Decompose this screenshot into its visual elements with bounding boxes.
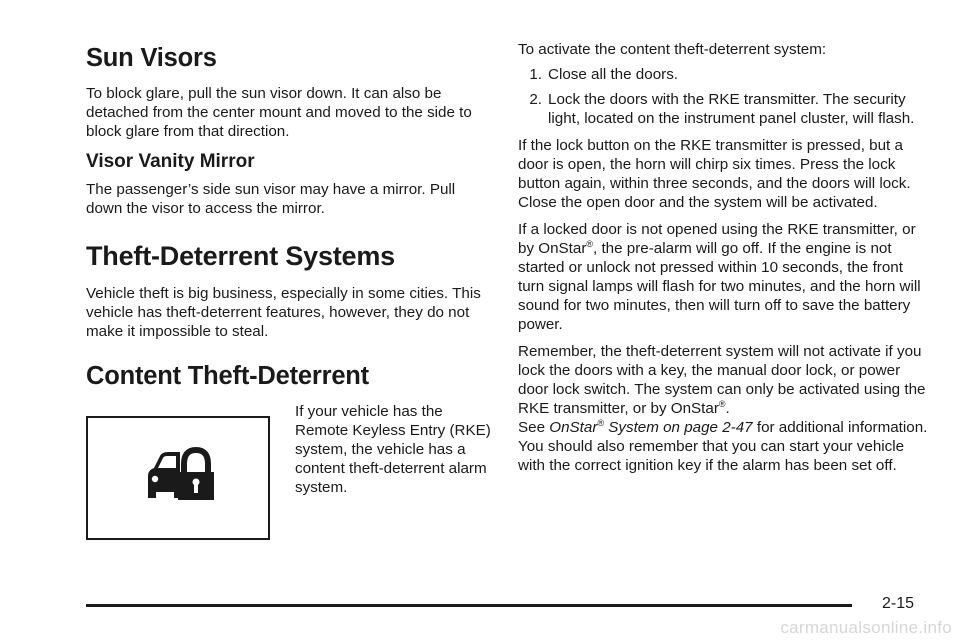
onstar-link-text-a: OnStar <box>549 419 598 436</box>
theft-deterrent-heading: Theft-Deterrent Systems <box>86 241 395 271</box>
remember-text-b: . <box>725 400 730 417</box>
content-theft-block <box>86 402 494 534</box>
registered-mark: ® <box>586 239 594 249</box>
pre-alarm-text-a: If a locked door is not opened using the RKE transmitter, or by OnStar <box>518 221 916 257</box>
theft-deterrent-text: Vehicle theft is big business, especially in some cities. This vehicle has theft-deterrent features, however, they do not make it impossible to steal. <box>86 285 481 340</box>
left-column <box>86 40 494 534</box>
step-text: Close all the doors. <box>548 66 679 83</box>
remember-paragraph <box>518 342 932 475</box>
onstar-link-text-b: System on page 2-47 <box>604 419 753 436</box>
pre-alarm-paragraph <box>518 220 932 334</box>
security-light-figure <box>86 416 270 540</box>
watermark: carmanualsonline.info <box>780 618 952 637</box>
step-number: 2. <box>529 91 542 108</box>
list-item <box>518 65 932 84</box>
registered-mark: ® <box>597 418 605 428</box>
registered-mark: ® <box>718 399 726 409</box>
content-theft-heading: Content Theft-Deterrent <box>86 362 369 390</box>
onstar-reference-link[interactable] <box>549 419 752 436</box>
right-column <box>518 40 932 475</box>
see-text: See <box>518 419 546 436</box>
sun-visors-text: To block glare, pull the sun visor down. It can also be detached from the center mount and moved to the side to block glare from that direction. <box>86 85 472 140</box>
activation-steps <box>518 65 932 128</box>
vanity-mirror-text: The passenger’s side sun visor may have a mirror. Pull down the visor to access the mirror. <box>86 181 456 217</box>
step-text: Lock the doors with the RKE transmitter. The security light, located on the instrument panel cluster, will flash. <box>548 91 915 127</box>
remember-text-a: Remember, the theft-deterrent system will not activate if you lock the doors with a key, the manual door lock, or power door lock switch. The system can only be activated using the RKE transmitter, or by OnStar <box>518 343 926 417</box>
lock-button-paragraph: If the lock button on the RKE transmitter is pressed, but a door is open, the horn will chirp six times. Press the lock button again, within three seconds, and the doors will lock. Close the open door and the system will be activated. <box>518 137 911 211</box>
remember-text-c: for additional information. You should also remember that you can start your vehicle with the correct ignition key if the alarm has been set off. <box>518 419 928 474</box>
footer-rule <box>86 604 852 607</box>
car-lock-icon <box>144 446 216 502</box>
pre-alarm-text-b: , the pre-alarm will go off. If the engine is not started or unlock not pressed within 10 seconds, the front turn signal lamps will flash for two minutes, and the horn will sound for two minutes, then will turn off to save the battery power. <box>518 240 921 333</box>
step-number: 1. <box>529 66 542 83</box>
activate-intro: To activate the content theft-deterrent system: <box>518 41 827 58</box>
sun-visors-heading: Sun Visors <box>86 44 217 72</box>
content-theft-text: If your vehicle has the Remote Keyless Entry (RKE) system, the vehicle has a content theft-deterrent alarm system. <box>295 403 491 496</box>
list-item <box>518 90 932 128</box>
vanity-mirror-heading: Visor Vanity Mirror <box>86 151 255 172</box>
page-number: 2-15 <box>882 595 915 612</box>
